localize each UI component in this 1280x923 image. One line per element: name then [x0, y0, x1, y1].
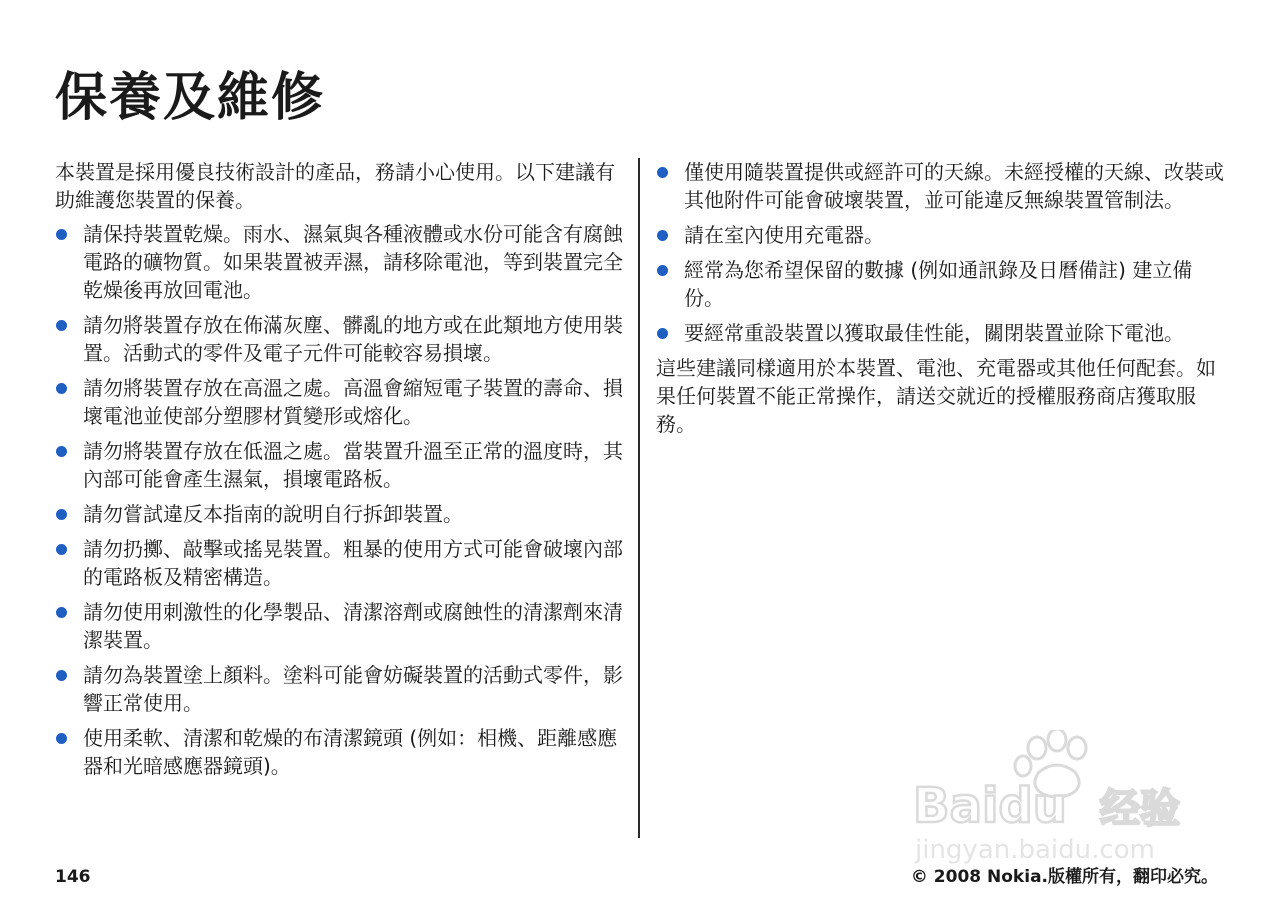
list-item-text: 請勿將裝置存放在高溫之處。高溫會縮短電子裝置的壽命、損壞電池並使部分塑膠材質變形或熔化。 [83, 376, 623, 428]
watermark-url: jingyan.baidu.com [915, 835, 1155, 865]
paw-icon [905, 730, 1205, 870]
copyright-notice: © 2008 Nokia.版權所有，翻印必究。 [910, 867, 1218, 887]
page-number: 146 [55, 867, 91, 887]
list-item-text: 請勿將裝置存放在低溫之處。當裝置升溫至正常的溫度時，其內部可能會產生濕氣，損壞電路板。 [83, 439, 623, 491]
list-item-text: 請勿扔擲、敲擊或搖晃裝置。粗暴的使用方式可能會破壞內部的電路板及精密構造。 [83, 537, 623, 589]
bullet-icon [56, 446, 67, 457]
list-item [656, 256, 1231, 312]
closing-paragraph: 這些建議同樣適用於本裝置、電池、充電器或其他任何配套。如果任何裝置不能正常操作，請送交就近的授權服務商店獲取服務。 [656, 356, 1216, 436]
list-item-text: 請在室內使用充電器。 [684, 223, 884, 247]
care-list-left [55, 220, 627, 780]
bullet-icon [56, 320, 67, 331]
bullet-icon [56, 607, 67, 618]
care-list-right [656, 158, 1231, 347]
watermark-brand-cn: 经验 [1100, 786, 1180, 832]
bullet-icon [56, 383, 67, 394]
list-item-text: 經常為您希望保留的數據 (例如通訊錄及日曆備註) 建立備份。 [684, 258, 1193, 310]
watermark-brand: Baidu [913, 778, 1067, 834]
left-column [55, 158, 627, 787]
list-item-text: 僅使用隨裝置提供或經許可的天線。未經授權的天線、改裝或其他附件可能會破壞裝置，並可能違反無線裝置管制法。 [684, 160, 1224, 212]
bullet-icon [657, 265, 668, 276]
list-item [55, 220, 627, 304]
list-item-text: 使用柔軟、清潔和乾燥的布清潔鏡頭 (例如：相機、距離感應器和光暗感應器鏡頭)。 [83, 726, 618, 778]
bullet-icon [56, 733, 67, 744]
list-item-text: 請勿為裝置塗上顏料。塗料可能會妨礙裝置的活動式零件，影響正常使用。 [83, 663, 623, 715]
column-divider [638, 158, 640, 838]
bullet-icon [657, 167, 668, 178]
bullet-icon [56, 509, 67, 520]
list-item [55, 437, 627, 493]
list-item [656, 158, 1231, 214]
list-item [55, 535, 627, 591]
list-item-text: 請勿將裝置存放在佈滿灰塵、髒亂的地方或在此類地方使用裝置。活動式的零件及電子元件可能較容易損壞。 [83, 313, 623, 365]
list-item [656, 221, 1231, 249]
list-item-text: 請勿嘗試違反本指南的說明自行拆卸裝置。 [83, 502, 463, 526]
list-item-text: 請勿使用刺激性的化學製品、清潔溶劑或腐蝕性的清潔劑來清潔裝置。 [83, 600, 623, 652]
list-item [656, 319, 1231, 347]
bullet-icon [56, 670, 67, 681]
list-item-text: 請保持裝置乾燥。雨水、濕氣與各種液體或水份可能含有腐蝕電路的礦物質。如果裝置被弄濕，請移除電池，等到裝置完全乾燥後再放回電池。 [83, 222, 623, 302]
list-item [55, 500, 627, 528]
bullet-icon [56, 229, 67, 240]
baidu-watermark-logo [905, 730, 1205, 870]
page-title: 保養及維修 [55, 68, 326, 128]
intro-paragraph: 本裝置是採用優良技術設計的產品，務請小心使用。以下建議有助維護您裝置的保養。 [55, 160, 615, 212]
list-item [55, 598, 627, 654]
list-item [55, 374, 627, 430]
list-item [55, 311, 627, 367]
list-item-text: 要經常重設裝置以獲取最佳性能，關閉裝置並除下電池。 [684, 321, 1184, 345]
right-column [656, 158, 1231, 444]
bullet-icon [657, 230, 668, 241]
list-item [55, 724, 627, 780]
bullet-icon [56, 544, 67, 555]
bullet-icon [657, 328, 668, 339]
list-item [55, 661, 627, 717]
